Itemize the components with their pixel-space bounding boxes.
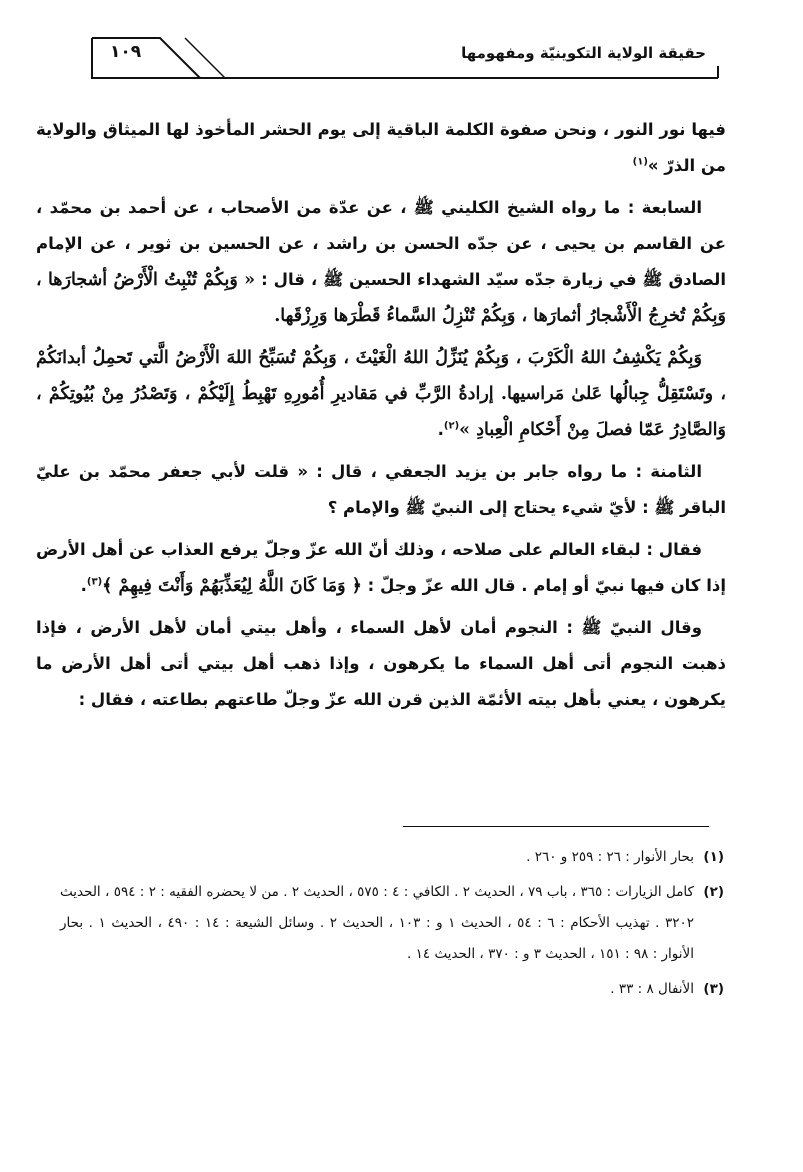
- footnote-number: (١): [703, 849, 724, 865]
- paragraph-text: فقال : لبقاء العالم على صلاحه ، وذلك أنّ الله عزّ وجلّ يرفع العذاب عن أهل الأرض إذا كان فيها نبيّ أو إمام . قال الله عزّ وجلّ :: [36, 540, 726, 595]
- footnotes: [60, 842, 724, 1009]
- footnote-ref[interactable]: (٢): [443, 420, 460, 432]
- paragraph-5: [36, 532, 726, 604]
- paragraph-text: ما رواه الشيخ الكليني ﷺ ، عن عدّة من الأصحاب ، عن أحمد بن محمّد ، عن القاسم بن يحيى ، عن جدّه الحسن بن راشد ، عن الحسين بن ثوير ، عن الإمام الصادق ﷺ في زيارة جدّه سيّد الشهداء الحسين ﷺ ، قال :: [36, 198, 726, 289]
- section-lead: الثامنة :: [635, 462, 703, 481]
- footnote-number: (٣): [703, 981, 724, 997]
- paragraph-4: [36, 454, 726, 526]
- footnote-text: بحار الأنوار : ٢٦ : ٢٥٩ و ٢٦٠ .: [526, 849, 694, 865]
- footnote-2: [60, 877, 724, 970]
- running-title: حقيقة الولاية التكوينيّة ومفهومها: [461, 44, 706, 62]
- paragraph-text: ما رواه جابر بن يزيد الجعفي ، قال : « قلت لأبي جعفر محمّد بن عليّ الباقر ﷺ : لأيّ شيء يحتاج إلى النبيّ ﷺ والإمام ؟: [36, 462, 726, 517]
- footnote-divider: [403, 826, 709, 827]
- hadith-quote: وَبِكُمْ يَكْشِفُ اللهُ الْكَرْبَ ، وَبِكُمْ يُنَزِّلُ اللهُ الْغَيْثَ ، وَبِكُمْ تُسَبِّحُ اللهَ الْأَرْضُ الَّتي تَحمِلُ أبدانَكُمْ ، وتَسْتَقِلُّ جِبالُها عَلىٰ مَراسيها. إرادةُ الرَّبِّ في مَقاديرِ أُمُورِهِ تَهْبِطُ إِلَيْكُمْ ، وَتَصْدُرُ مِنْ بُيُوتِكُمْ ، وَالصَّادِرُ عَمّا فصلَ مِنْ أَحْكامِ الْعِبادِ »: [36, 348, 726, 440]
- paragraph-6: [36, 610, 726, 718]
- page-number: ١٠٩: [110, 42, 142, 62]
- footnote-ref[interactable]: (١): [632, 156, 648, 168]
- sentence-end: .: [80, 576, 87, 595]
- section-lead: السابعة :: [627, 198, 702, 217]
- footnote-text: كامل الزيارات : ٣٦٥ ، باب ٧٩ ، الحديث ٢ . الكافي : ٤ : ٥٧٥ ، الحديث ٢ . من لا يحضره الفقيه : ٢ : ٥٩٤ ، الحديث ٣٢٠٢ . تهذيب الأحكام : ٦ : ٥٤ ، الحديث ١ و : ١٠٣ ، الحديث ٢ . وسائل الشيعة : ١٤ : ٤٩٠ ، الحديث ١ . بحار الأنوار : ٩٨ : ١٥١ ، الحديث ٣ و : ٣٧٠ ، الحديث ١٤ .: [60, 884, 694, 962]
- hadith-quote: « وَبِكُمْ تُنْبِتُ الْأَرْضُ أشجارَها ، وَبِكُمْ تُخرِجُ الْأَشْجارُ أثمارَها ، وَبِكُمْ تُنْزِلُ السَّماءُ قَطْرَها وَرِزْقَها.: [36, 270, 726, 326]
- paragraph-text: فيها نور النور ، ونحن صفوة الكلمة الباقية إلى يوم الحشر المأخوذ لها الميثاق والولاية من الذرّ »: [36, 120, 726, 175]
- footnote-ref[interactable]: (٣): [86, 576, 103, 588]
- footnote-3: [60, 974, 724, 1005]
- page-header: [90, 36, 720, 80]
- main-text: [36, 112, 726, 724]
- footnote-text: الأنفال ٨ : ٣٣ .: [610, 981, 694, 997]
- paragraph-text: وقال النبيّ ﷺ : النجوم أمان لأهل السماء ، وأهل بيتي أمان لأهل الأرض ، فإذا ذهبت النجوم أتى أهل السماء ما يكرهون ، وإذا ذهب أهل بيتي أتى أهل الأرض ما يكرهون ، يعني بأهل بيته الأئمّة الذين قرن الله عزّ وجلّ طاعتهم بطاعته ، فقال :: [36, 618, 726, 709]
- sentence-end: .: [437, 420, 444, 439]
- footnote-number: (٢): [703, 884, 724, 900]
- paragraph-2: [36, 190, 726, 334]
- quran-verse: ﴿ وَمَا كَانَ اللَّهُ لِيُعَذِّبَهُمْ وَأَنْتَ فِيهِمْ ﴾: [102, 576, 362, 596]
- paragraph-3: [36, 340, 726, 448]
- footnote-1: [60, 842, 724, 873]
- paragraph-1: [36, 112, 726, 184]
